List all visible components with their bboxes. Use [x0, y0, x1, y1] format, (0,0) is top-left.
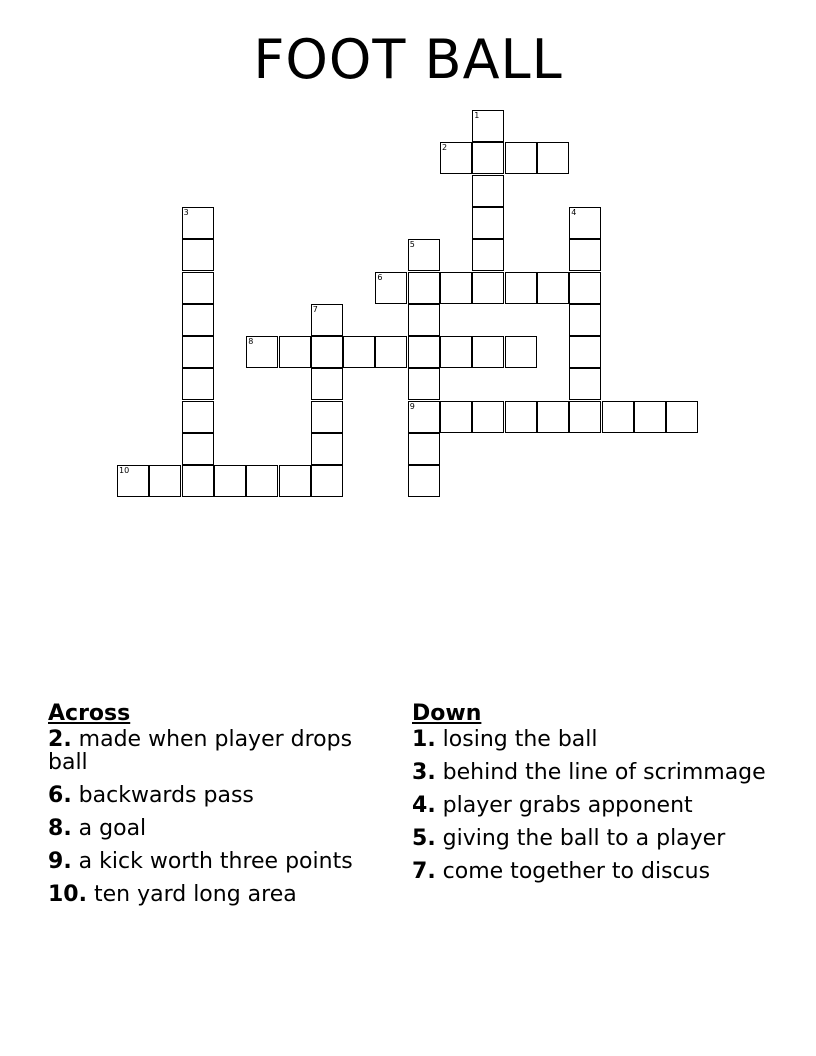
- grid-cell[interactable]: [569, 207, 601, 239]
- grid-cell[interactable]: [472, 272, 504, 304]
- grid-cell[interactable]: [182, 239, 214, 271]
- grid-cell[interactable]: [634, 401, 666, 433]
- grid-cell[interactable]: [246, 336, 278, 368]
- grid-cell[interactable]: [182, 368, 214, 400]
- grid-cell[interactable]: [279, 465, 311, 497]
- grid-cell[interactable]: [505, 401, 537, 433]
- grid-cell[interactable]: [472, 401, 504, 433]
- grid-cell[interactable]: [505, 142, 537, 174]
- grid-cell[interactable]: [569, 239, 601, 271]
- crossword-grid: [0, 0, 816, 520]
- across-clue-2: 2. made when player drops ball: [48, 727, 353, 775]
- grid-cell[interactable]: [440, 401, 472, 433]
- grid-cell[interactable]: [408, 304, 440, 336]
- grid-cell[interactable]: [311, 433, 343, 465]
- grid-cell[interactable]: [182, 433, 214, 465]
- grid-cell[interactable]: [408, 433, 440, 465]
- grid-cell[interactable]: [279, 336, 311, 368]
- grid-cell[interactable]: [182, 336, 214, 368]
- grid-cell[interactable]: [440, 336, 472, 368]
- grid-cell[interactable]: [214, 465, 246, 497]
- grid-cell[interactable]: [602, 401, 634, 433]
- grid-cell[interactable]: [505, 336, 537, 368]
- grid-cell[interactable]: [472, 110, 504, 142]
- down-clue-1: 1. losing the ball: [412, 727, 598, 752]
- down-heading: Down: [412, 701, 482, 726]
- grid-cell[interactable]: [408, 336, 440, 368]
- grid-cell[interactable]: [311, 465, 343, 497]
- grid-cell[interactable]: [311, 368, 343, 400]
- across-clue-8: 8. a goal: [48, 816, 147, 841]
- grid-cell[interactable]: [569, 336, 601, 368]
- grid-cell[interactable]: [182, 272, 214, 304]
- cell-number: 6: [377, 272, 383, 282]
- grid-cell[interactable]: [182, 304, 214, 336]
- grid-cell[interactable]: [375, 272, 407, 304]
- down-clue-3: 3. behind the line of scrimmage: [412, 760, 766, 785]
- grid-cell[interactable]: [472, 142, 504, 174]
- grid-cell[interactable]: [343, 336, 375, 368]
- grid-cell[interactable]: [472, 336, 504, 368]
- grid-cell[interactable]: [440, 142, 472, 174]
- grid-cell[interactable]: [311, 401, 343, 433]
- grid-cell[interactable]: [537, 272, 569, 304]
- grid-cell[interactable]: [408, 272, 440, 304]
- grid-cell[interactable]: [182, 401, 214, 433]
- grid-cell[interactable]: [408, 368, 440, 400]
- grid-cell[interactable]: [472, 239, 504, 271]
- down-clues: [412, 700, 772, 893]
- across-heading: Across: [48, 701, 131, 726]
- grid-cell[interactable]: [182, 465, 214, 497]
- grid-cell[interactable]: [569, 304, 601, 336]
- grid-cell[interactable]: [117, 465, 149, 497]
- puzzle-title: FOOT BALL: [253, 28, 563, 91]
- down-clue-5: 5. giving the ball to a player: [412, 826, 726, 851]
- grid-cell[interactable]: [537, 142, 569, 174]
- grid-cell[interactable]: [505, 272, 537, 304]
- grid-cell[interactable]: [408, 239, 440, 271]
- cell-number: 1: [474, 111, 480, 120]
- grid-cell[interactable]: [311, 304, 343, 336]
- grid-cell[interactable]: [311, 336, 343, 368]
- cell-number: 3: [183, 207, 189, 217]
- grid-cell[interactable]: [182, 207, 214, 239]
- cell-number: 8: [248, 337, 254, 347]
- cell-number: 5: [409, 240, 415, 250]
- cell-number: 9: [409, 401, 415, 411]
- cell-number: 4: [571, 207, 577, 217]
- grid-cell[interactable]: [569, 401, 601, 433]
- down-clue-4: 4. player grabs apponent: [412, 793, 693, 818]
- grid-cell[interactable]: [149, 465, 181, 497]
- grid-cell[interactable]: [440, 272, 472, 304]
- across-clue-10: 10. ten yard long area: [48, 882, 297, 907]
- grid-cell[interactable]: [666, 401, 698, 433]
- grid-cell[interactable]: [537, 401, 569, 433]
- grid-cell[interactable]: [472, 175, 504, 207]
- cell-number: 7: [312, 304, 318, 314]
- grid-cell[interactable]: [569, 272, 601, 304]
- grid-cell[interactable]: [408, 401, 440, 433]
- cell-number: 2: [442, 143, 448, 153]
- grid-cell[interactable]: [472, 207, 504, 239]
- grid-cell[interactable]: [375, 336, 407, 368]
- down-clue-7: 7. come together to discus: [412, 859, 711, 884]
- across-clues: [48, 700, 388, 916]
- grid-cell[interactable]: [408, 465, 440, 497]
- cell-number: 10: [119, 466, 130, 476]
- across-clue-6: 6. backwards pass: [48, 783, 254, 808]
- grid-cell[interactable]: [569, 368, 601, 400]
- across-clue-9: 9. a kick worth three points: [48, 849, 353, 874]
- grid-cell[interactable]: [246, 465, 278, 497]
